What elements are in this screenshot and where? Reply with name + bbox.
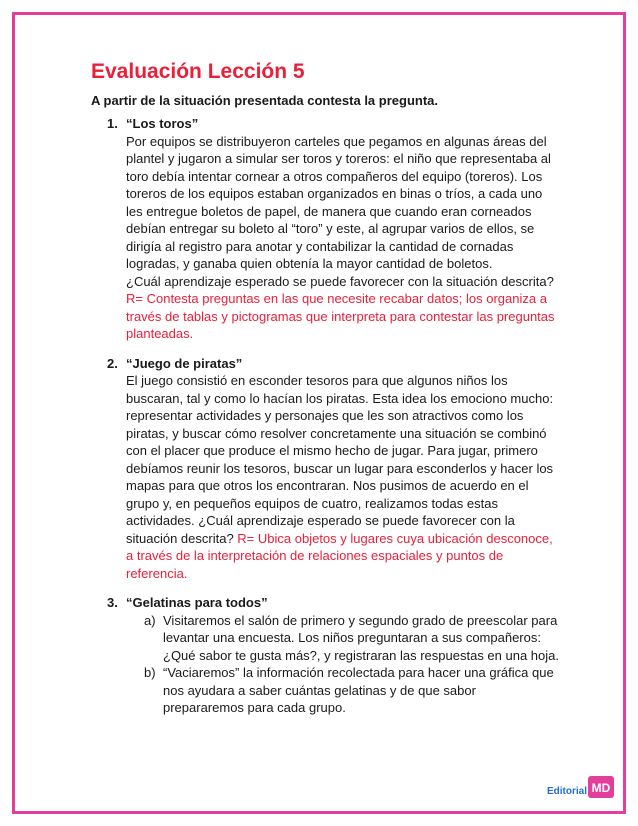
sub-list-item	[126, 664, 559, 717]
item-number: 3.	[107, 595, 118, 610]
item-heading: “Gelatinas para todos”	[126, 595, 268, 610]
item-answer: R= Contesta preguntas en las que necesite recabar datos; los organiza a través de tablas y pictogramas que interpreta para contestar las preguntas planteadas.	[126, 291, 555, 341]
document-body	[91, 60, 559, 729]
item-number: 2.	[107, 355, 118, 371]
item-question: ¿Cuál aprendizaje esperado se puede favorecer con la situación descrita?	[126, 273, 554, 289]
logo-mark-text: MD	[591, 781, 611, 795]
sub-item-letter: b)	[144, 665, 156, 680]
item-heading: “Juego de piratas”	[126, 355, 243, 371]
list-item	[91, 355, 559, 583]
item-text: El juego consistió en esconder tesoros para que algunos niños los buscaran, tal y como lo hacían los piratas. Esta idea los emociono mucho: representar actividades y personajes que les son atractivos como los piratas, y buscar cómo resolver concretamente una situación se combinó con el placer que produce el mismo hecho de jugar. Para jugar, primero debíamos reunir los tesoros, buscar un lugar para esconderlos y hacer los mapas para que otros los encontraran. Nos pusimos de acuerdo en el grupo y, en pequeños equipos de cuatro, realizamos todas estas actividades.	[126, 373, 554, 528]
sub-item-text: Visitaremos el salón de primero y segundo grado de preescolar para levantar una encuesta. Los niños preguntaran a sus compañeros: ¿Qué sabor te gusta más?, y registraran las respuestas en una hoja.	[163, 612, 559, 663]
page-title: Evaluación Lección 5	[91, 60, 305, 83]
item-text: Por equipos se distribuyeron carteles que pegamos en algunas áreas del plantel y jugaron a simular ser toros y toreros: el niño que representaba al toro debía intentar cornear a otros compañeros del equipo (toreros). Los toreros de los equipos estaban organizados en binas o tríos, a cada uno les entregue boletos de papel, de manera que cuando eran corneados debían entregar su boleto al “toro” y este, al agrupar varios de ellos, se dirigía al registro para anotar y contabilizar la cantidad de cornadas logradas, y ganaba quien obtenía la mayor cantidad de boletos.	[126, 133, 551, 271]
item-number: 1.	[107, 116, 118, 131]
logo-mark-icon	[588, 776, 614, 798]
instruction-text: A partir de la situación presentada contesta la pregunta.	[91, 93, 438, 108]
list-item	[91, 594, 559, 717]
list-item	[91, 115, 559, 343]
item-heading: “Los toros”	[126, 116, 199, 131]
item-description	[126, 133, 559, 343]
publisher-logo	[547, 776, 614, 798]
item-question: ¿Cuál aprendizaje esperado se puede favorecer con la situación descrita?	[126, 513, 515, 546]
sub-item-letter: a)	[144, 612, 156, 628]
question-list	[91, 115, 559, 717]
item-answer: R= Ubica objetos y lugares cuya ubicación desconoce, a través de la interpretación de relaciones espaciales y puntos de referencia.	[126, 530, 553, 581]
sub-item-text: “Vaciaremos” la información recolectada para hacer una gráfica que nos ayudara a saber cuántas gelatinas y de que sabor prepararemos para cada grupo.	[163, 665, 554, 715]
item-description	[126, 372, 559, 582]
sub-list-item	[126, 612, 559, 665]
sub-list	[126, 612, 559, 717]
logo-text: Editorial	[546, 786, 587, 797]
